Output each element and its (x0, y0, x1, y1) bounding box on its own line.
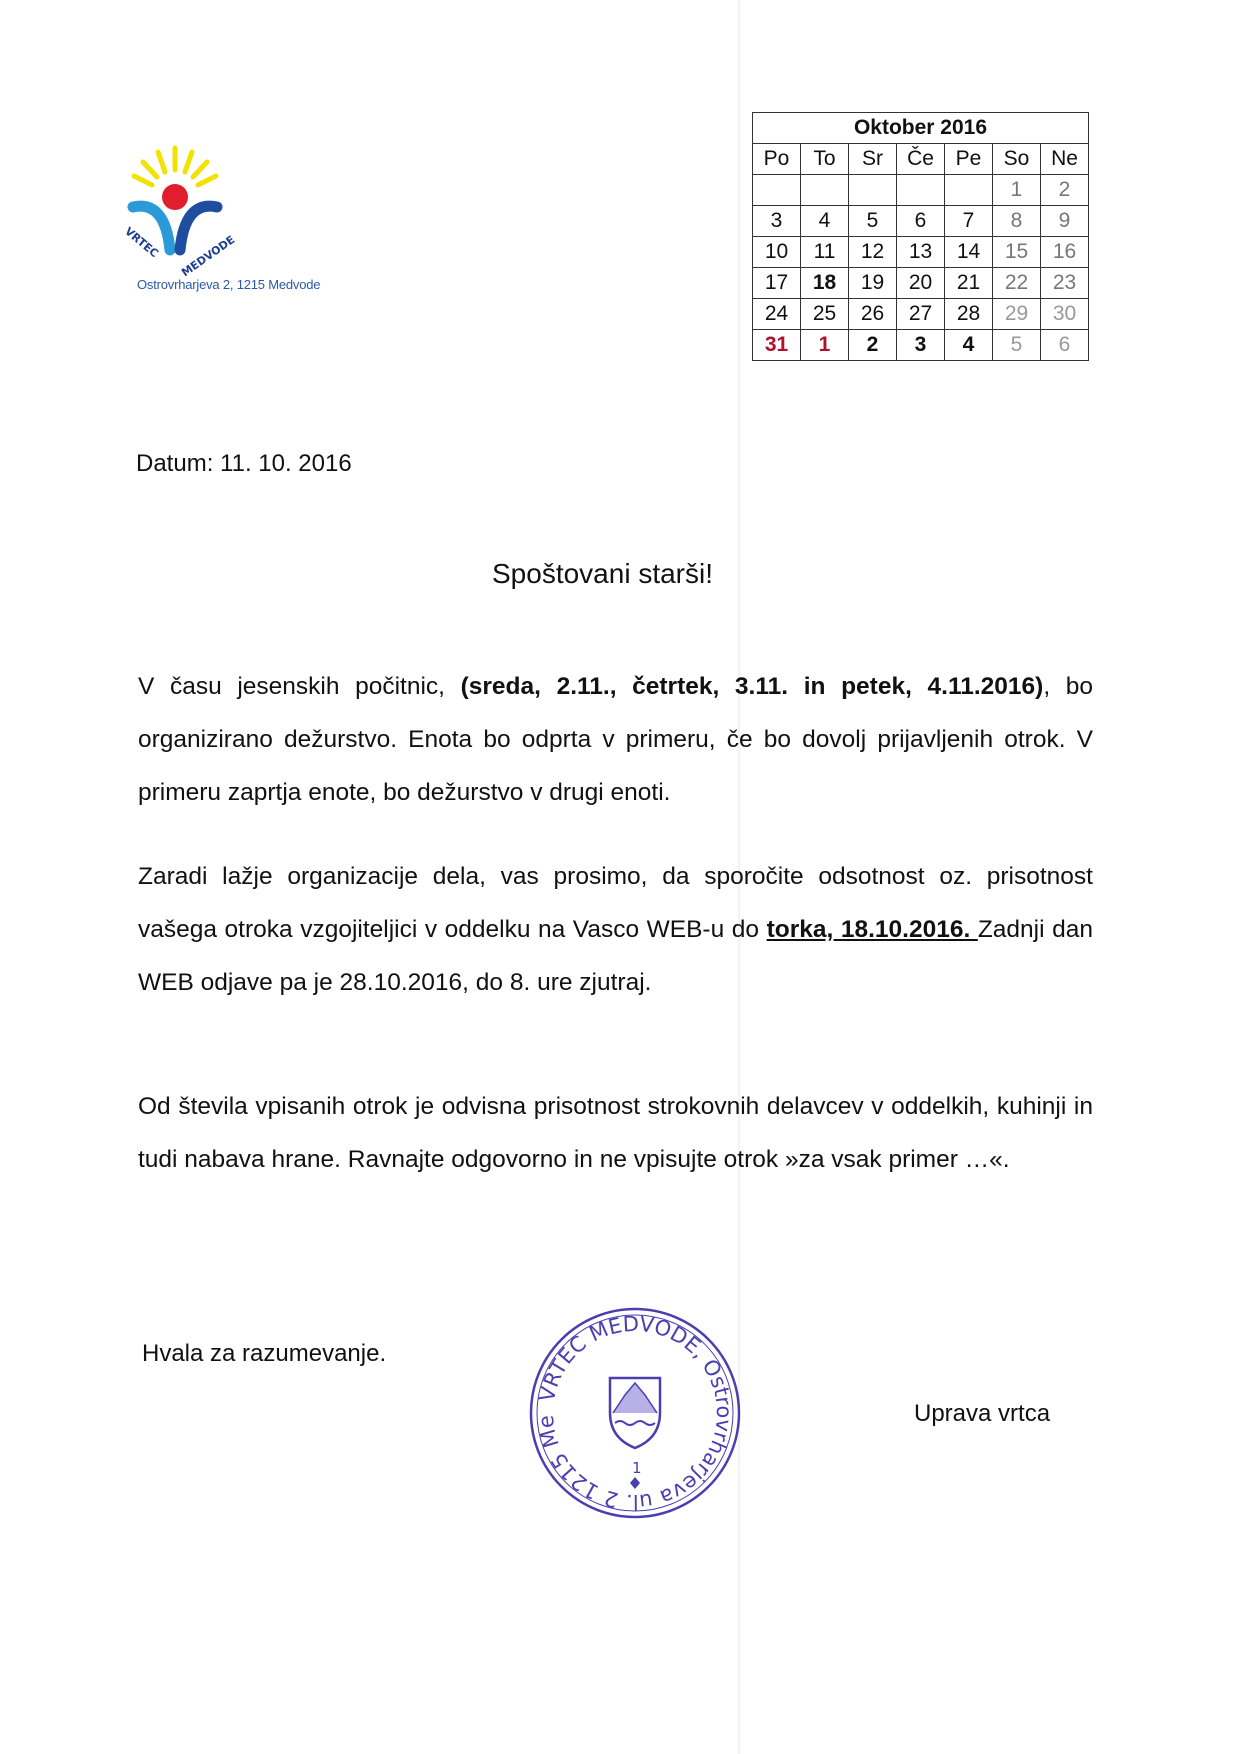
calendar-day: 6 (897, 206, 945, 237)
weekday: Pe (945, 144, 993, 175)
calendar-day-holiday: 1 (801, 330, 849, 361)
svg-text:VRTEC: VRTEC (125, 224, 161, 261)
calendar-day: 16 (1041, 237, 1089, 268)
calendar-day: 20 (897, 268, 945, 299)
document-date: Datum: 11. 10. 2016 (136, 450, 352, 477)
calendar-day: 14 (945, 237, 993, 268)
weekday: To (801, 144, 849, 175)
calendar-week (753, 268, 1089, 299)
text: Zadnji dan WEB odjave pa je 28.10.2016, do 8. ure zjutraj. (138, 916, 1093, 996)
svg-text:1: 1 (632, 1459, 642, 1477)
calendar-day: 8 (993, 206, 1041, 237)
kindergarten-logo (125, 140, 345, 300)
paragraph-registration (138, 850, 1093, 1009)
weekday: Sr (849, 144, 897, 175)
greeting-heading: Spoštovani starši! (492, 558, 713, 589)
closing-thanks: Hvala za razumevanje. (142, 1340, 387, 1367)
calendar-day: 7 (945, 206, 993, 237)
calendar-day: 17 (753, 268, 801, 299)
calendar-day: 22 (993, 268, 1041, 299)
calendar-day: 11 (801, 237, 849, 268)
calendar-week (753, 237, 1089, 268)
paragraph-responsibility: Od števila vpisanih otrok je odvisna prisotnost strokovnih delavcev v oddelkih, kuhinji in tudi nabava hrane. Ravnajte odgovorno in ne vpisujte otrok »za vsak primer …«. (138, 1093, 1093, 1173)
calendar-day: 6 (1041, 330, 1089, 361)
calendar-day: 5 (993, 330, 1041, 361)
calendar-day: 18 (801, 268, 849, 299)
calendar-day: 3 (897, 330, 945, 361)
svg-text:MEDVODE: MEDVODE (179, 233, 238, 280)
calendar-week (753, 330, 1089, 361)
calendar-day (945, 175, 993, 206)
calendar-day: 27 (897, 299, 945, 330)
calendar-day: 2 (849, 330, 897, 361)
paragraph-holiday-duty (138, 660, 1093, 819)
calendar-day: 23 (1041, 268, 1089, 299)
calendar-day: 12 (849, 237, 897, 268)
calendar-day: 1 (993, 175, 1041, 206)
stamp-text: VRTEC MEDVODE, Ostrovrharjeva ul. 2 1215 Me (533, 1311, 737, 1515)
calendar-day: 13 (897, 237, 945, 268)
logo-address: Ostrovrharjeva 2, 1215 Medvode (137, 277, 321, 292)
calendar-day: 21 (945, 268, 993, 299)
holiday-dates: (sreda, 2.11., četrtek, 3.11. in petek, 4.11.2016) (460, 673, 1044, 700)
october-calendar (752, 112, 1089, 361)
weekday: Če (897, 144, 945, 175)
calendar-day (753, 175, 801, 206)
calendar-day: 25 (801, 299, 849, 330)
calendar-day: 24 (753, 299, 801, 330)
calendar-day: 26 (849, 299, 897, 330)
calendar-day: 4 (945, 330, 993, 361)
calendar-day: 5 (849, 206, 897, 237)
signature-line: Uprava vrtca (914, 1400, 1051, 1427)
text: , bo organizirano dežurstvo. Enota bo odprta v primeru, če bo dovolj prijavljenih otrok. V primeru zaprtja enote, bo dežurstvo v drugi enoti. (138, 673, 1094, 806)
sun-figure-icon (125, 140, 245, 280)
calendar-day: 10 (753, 237, 801, 268)
official-stamp (525, 1303, 745, 1523)
calendar-day: 3 (753, 206, 801, 237)
calendar-week (753, 175, 1089, 206)
weekday: So (993, 144, 1041, 175)
deadline-date: torka, 18.10.2016. (766, 916, 978, 943)
weekday: Ne (1041, 144, 1089, 175)
calendar-day (849, 175, 897, 206)
calendar-week (753, 299, 1089, 330)
calendar-day: 19 (849, 268, 897, 299)
calendar-day: 2 (1041, 175, 1089, 206)
calendar-day (897, 175, 945, 206)
weekday: Po (753, 144, 801, 175)
calendar-day: 9 (1041, 206, 1089, 237)
calendar-title: Oktober 2016 (753, 113, 1089, 144)
text: Zaradi lažje organizacije dela, vas prosimo, da sporočite odsotnost oz. prisotnost vašega otroka vzgojiteljici v oddelku na Vasco WEB-u do (138, 863, 1093, 943)
calendar-day: 28 (945, 299, 993, 330)
text: V času jesenskih počitnic, (138, 673, 461, 700)
calendar-day (801, 175, 849, 206)
calendar-day-holiday: 31 (753, 330, 801, 361)
calendar-day: 4 (801, 206, 849, 237)
calendar-day: 15 (993, 237, 1041, 268)
calendar-week (753, 206, 1089, 237)
stamp-seal-icon (525, 1303, 745, 1523)
calendar-day: 29 (993, 299, 1041, 330)
calendar-weekdays (753, 144, 1089, 175)
calendar-day: 30 (1041, 299, 1089, 330)
